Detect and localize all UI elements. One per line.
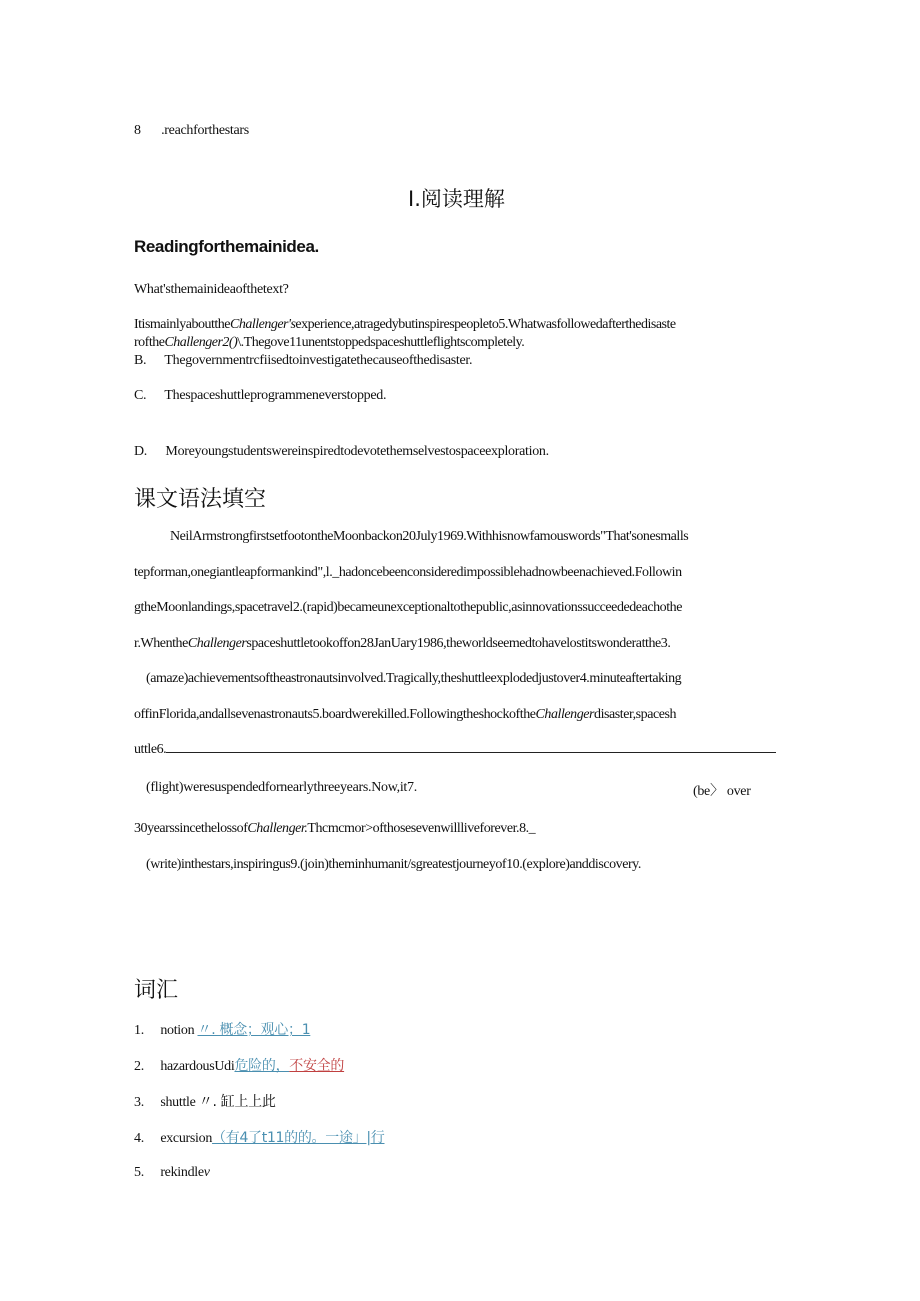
vocab-item-4: 4. excursion（有4了t11的的。一途」|行 xyxy=(134,1130,385,1146)
grammar-line-8b: (be〉 over xyxy=(693,784,751,799)
grammar-title: 课文语法填空 xyxy=(134,487,267,512)
vocab-answer-3: 〃. 缸上上此 xyxy=(198,1094,276,1110)
grammar-line-10: (write)inthestars,inspiringus9.(join)theminhumanit/sgreatestjourneyof10.(explore)anddiscovery. xyxy=(146,857,641,872)
reading-paragraph-line-1: ItismainlyabouttheChallenger'sexperience,atragedybutinspirespeopleto5.Whatwasfollowedafterthedisaste xyxy=(134,317,676,332)
blank-6[interactable] xyxy=(166,751,776,753)
option-d: D. Moreyoungstudentswereinspiredtodevotethemselvestospaceexploration. xyxy=(134,444,549,459)
vocab-title: 词汇 xyxy=(134,978,179,1003)
grammar-line-8a: (flight)weresuspendedfornearlythreeyears.Now,it7. xyxy=(146,780,417,795)
vocab-item-2: 2. hazardousUdi危险的，不安全的 xyxy=(134,1058,345,1074)
option-b: B. Thegovernmentrcfiisedtoinvestigatethecauseofthedisaster. xyxy=(134,353,473,368)
grammar-line-3: gtheMoonlandings,spacetravel2.(rapid)becameunexceptionaltothepublic,asinnovationssucceededeachothe xyxy=(134,600,682,615)
vocab-answer-1: 〃. 概念；观心；1 xyxy=(197,1022,311,1038)
vocab-answer-2b: 不安全的 xyxy=(289,1058,345,1074)
vocab-item-3: 3. shuttle 〃. 缸上上此 xyxy=(134,1094,276,1110)
vocab-item-5: 5. rekindlev xyxy=(134,1165,210,1180)
top-item xyxy=(134,123,249,139)
vocab-item-1: 1. notion 〃. 概念；观心；1 xyxy=(134,1022,311,1038)
reading-title: I.阅读理解 xyxy=(408,187,505,211)
top-item-number: 8 xyxy=(134,123,141,138)
grammar-line-7: uttle6. xyxy=(134,742,794,758)
grammar-line-1: NeilArmstrongfirstsetfootontheMoonbackon20July1969.Withhisnowfamouswords"That'sonesmalls xyxy=(170,529,689,544)
grammar-line-9: 30yearssincethelossofChallenger.Thcmcmor>ofthosesevenwillliveforever.8._ xyxy=(134,821,536,836)
reading-question: What'sthemainideaofthetext? xyxy=(134,282,289,297)
grammar-line-5: (amaze)achievementsoftheastronautsinvolved.Tragically,theshuttleexplodedjustover4.minuteaftertaking xyxy=(146,671,682,686)
reading-paragraph-line-2: roftheChallenger2()\.Thegove11unentstoppedspaceshuttleflightscompletely. xyxy=(134,335,525,350)
reading-subtitle: Readingforthemainidea. xyxy=(134,237,319,256)
vocab-answer-4: （有4了t11的的。一途」|行 xyxy=(212,1130,385,1146)
top-item-text: .reachforthestars xyxy=(161,123,249,138)
grammar-line-6: offinFlorida,andallsevenastronauts5.boardwerekilled.FollowingtheshockoftheChallengerdisaster,spacesh xyxy=(134,707,677,722)
option-c: C. Thespaceshuttleprogrammeneverstopped. xyxy=(134,388,387,403)
grammar-line-4: r.WhentheChallengerspaceshuttletookoffon28JanUary1986,theworldseemedtohavelostitswonderatthe3. xyxy=(134,636,671,651)
grammar-line-2: tepforman,onegiantleapformankind",l._hadoncebeenconsideredimpossiblehadnowbeenachieved.Followin xyxy=(134,565,682,580)
vocab-answer-2: 危险的， xyxy=(234,1058,290,1074)
